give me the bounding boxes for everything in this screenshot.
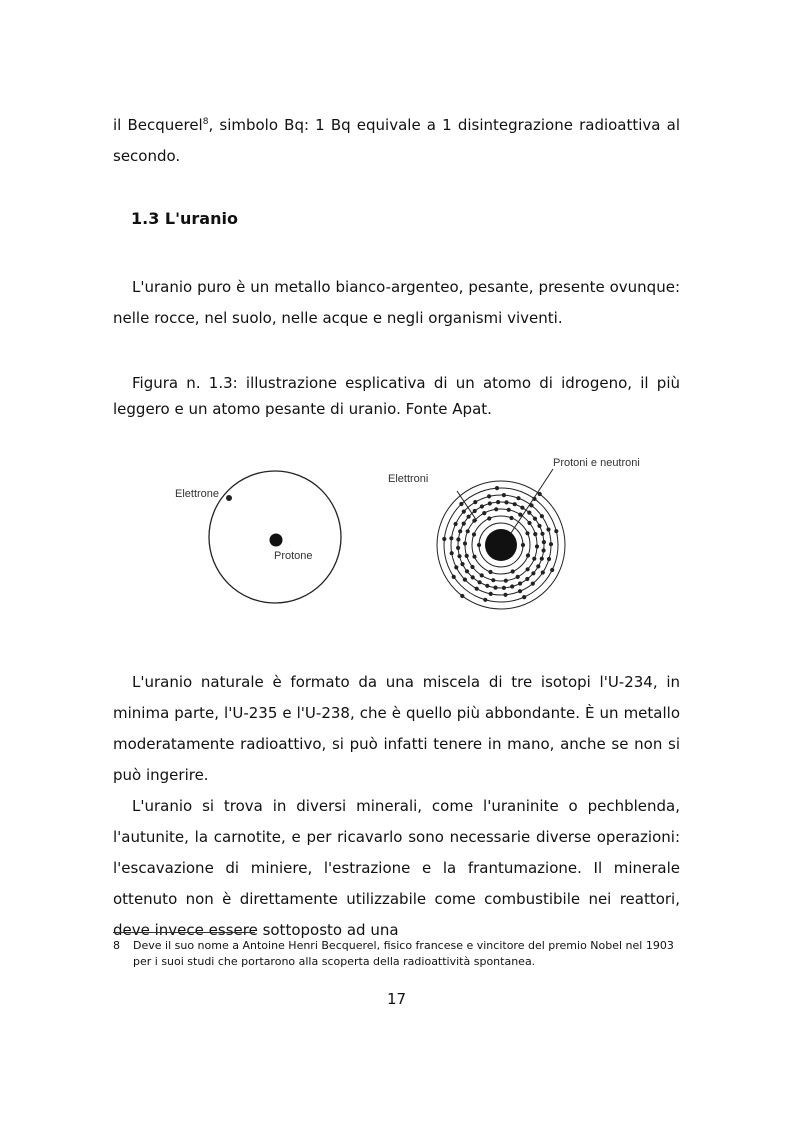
uranium-electron [554, 529, 558, 533]
uranium-electron [454, 565, 458, 569]
uranium-electron [488, 501, 492, 505]
uranium-electron [483, 598, 487, 602]
uranium-electron [465, 569, 469, 573]
uranium-electron [471, 575, 475, 579]
uranium-electron [509, 516, 513, 520]
uranium-electron [442, 537, 446, 541]
uranium-electron [531, 582, 535, 586]
atom-illustration [165, 445, 645, 620]
uranium-electron [470, 565, 474, 569]
uranium-electron [465, 554, 469, 558]
section-heading: 1.3 L'uranio [131, 209, 238, 228]
uranium-electron [491, 578, 495, 582]
nucleus-pointer [511, 469, 553, 533]
uranium-electron [488, 570, 492, 574]
uranium-electron [460, 594, 464, 598]
uranium-electron [531, 571, 535, 575]
uranium-electron [542, 548, 546, 552]
uranium-electron [462, 522, 466, 526]
uranium-electron [460, 562, 464, 566]
uranium-electron [540, 514, 544, 518]
uranium-electron [520, 506, 524, 510]
uranium-electron [449, 536, 453, 540]
uranium-electron [541, 570, 545, 574]
uranium-electron [452, 575, 456, 579]
uranium-electron [473, 509, 477, 513]
uranium-electron [472, 555, 476, 559]
proton-label: Protone [274, 550, 313, 562]
uranium-electron [478, 580, 482, 584]
uranium-electron [533, 532, 537, 536]
uranium-electron [502, 586, 506, 590]
uranium-electron [526, 567, 530, 571]
uranium-electron [487, 494, 491, 498]
uranium-electron [467, 515, 471, 519]
uranium-electron [472, 532, 476, 536]
uranium-electron [536, 564, 540, 568]
footnote-divider [113, 932, 255, 933]
paragraph-uranio-puro: L'uranio puro è un metallo bianco-argenteo, pesante, presente ovunque: nelle rocce, nel suolo, nelle acque e negli organismi viventi. [113, 278, 680, 327]
uranium-electron [537, 524, 541, 528]
uranium-electron [518, 581, 522, 585]
uranium-electron [516, 575, 520, 579]
uranium-electron [496, 500, 500, 504]
hydrogen-proton [270, 534, 283, 547]
uranium-electron [485, 584, 489, 588]
uranium-electron [456, 546, 460, 550]
uranium-electron [547, 557, 551, 561]
hydrogen-electron [226, 495, 232, 501]
uranium-atom [388, 457, 640, 609]
uranium-electron [542, 540, 546, 544]
uranium-nucleus [485, 529, 517, 561]
uranium-electron [538, 492, 542, 496]
uranium-electron [522, 595, 526, 599]
uranium-electron [513, 502, 517, 506]
uranium-electron [459, 502, 463, 506]
footnote-text: Deve il suo nome a Antoine Henri Becquerel, fisico francese e vincitore del premio Nobel nel 1903 per i suoi studi che portarono alla scoperta della radioattività spontanea. [133, 939, 674, 968]
hydrogen-atom [175, 471, 341, 603]
uranium-electron [503, 593, 507, 597]
uranium-electron [495, 486, 499, 490]
uranium-electron [510, 584, 514, 588]
uranium-electron [456, 537, 460, 541]
uranium-electron [466, 529, 470, 533]
page-number: 17 [386, 990, 407, 1008]
uranium-electron [487, 516, 491, 520]
electron-label: Elettrone [175, 488, 220, 500]
uranium-electron [540, 532, 544, 536]
uranium-electron [540, 557, 544, 561]
uranium-electron [518, 589, 522, 593]
intro-text-start: il Becquerel [113, 116, 203, 134]
uranium-electron [507, 508, 511, 512]
uranium-electron [457, 554, 461, 558]
nucleus-label: Protoni e neutroni [553, 457, 640, 469]
footnote-number: 8 [113, 939, 120, 952]
uranium-electron [473, 500, 477, 504]
footnote-reference[interactable]: 8 [202, 117, 209, 127]
uranium-electron [550, 568, 554, 572]
uranium-electron [480, 573, 484, 577]
uranium-electron [462, 510, 466, 514]
uranium-electron [482, 511, 486, 515]
uranium-electron [525, 531, 529, 535]
uranium-electron [535, 544, 539, 548]
uranium-electron [454, 522, 458, 526]
figure-caption: Figura n. 1.3: illustrazione esplicativa di un atomo di idrogeno, il più leggero e un atomo pesante di uranio. Fonte Apat. [113, 374, 680, 418]
uranium-electron [489, 592, 493, 596]
uranium-electron [516, 496, 520, 500]
intro-text-end: , simbolo Bq: 1 Bq equivale a 1 disintegrazione radioattiva al secondo. [113, 116, 680, 165]
intro-paragraph [113, 110, 680, 172]
paragraph-minerali: L'uranio si trova in diversi minerali, come l'uraninite o pechblenda, l'autunite, la carnotite, e per ricavarlo sono necessarie diverse operazioni: l'escavazione di miniere, l'estrazione e la frantumazione. Il minerale ottenuto non è direttamente utilizzabile come combustibile nei reattori, deve invece essere sottoposto ad una [113, 797, 680, 939]
electrons-label: Elettroni [388, 473, 429, 485]
uranium-electron [475, 587, 479, 591]
uranium-electron [511, 569, 515, 573]
uranium-electron [533, 517, 537, 521]
uranium-electron [525, 577, 529, 581]
uranium-electron [502, 493, 506, 497]
uranium-electron [527, 521, 531, 525]
uranium-electron [521, 543, 525, 547]
uranium-electron [546, 527, 550, 531]
uranium-electron [450, 551, 454, 555]
uranium-electron [532, 557, 536, 561]
uranium-electron [477, 543, 481, 547]
uranium-electron [527, 511, 531, 515]
uranium-electron [549, 542, 553, 546]
uranium-electron [458, 529, 462, 533]
uranium-electron [494, 507, 498, 511]
paragraph-uranio-naturale: L'uranio naturale è formato da una miscela di tre isotopi l'U-234, in minima parte, l'U-235 e l'U-238, che è quello più abbondante. È un metallo moderatamente radioattivo, si può infatti tenere in mano, anche se non si può ingerire. [113, 673, 680, 784]
uranium-electron [480, 504, 484, 508]
uranium-electron [526, 553, 530, 557]
uranium-electron [504, 500, 508, 504]
uranium-electron [504, 579, 508, 583]
uranium-electron [463, 541, 467, 545]
uranium-electron [463, 578, 467, 582]
uranium-electron [493, 586, 497, 590]
